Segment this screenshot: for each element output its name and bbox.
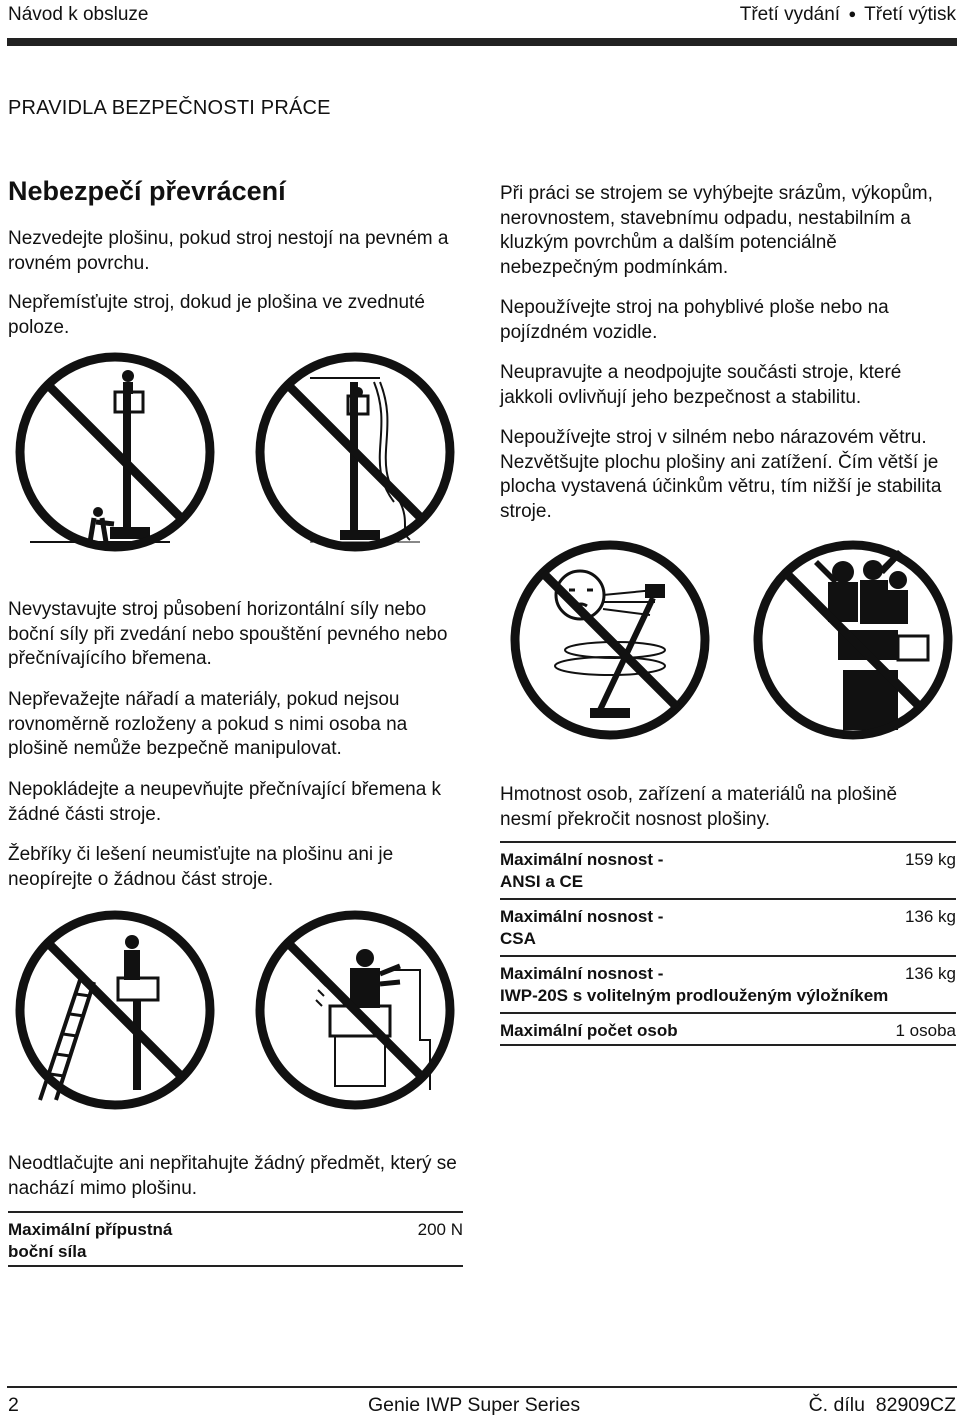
spec-label: Maximální nosnost - CSA [500, 907, 664, 948]
footer-part-number: Č. dílu 82909CZ [808, 1394, 956, 1416]
header-printing-label: Třetí výtisk [864, 4, 956, 25]
paragraph: Neupravujte a neodpojujte součásti stroje, které jakkoli ovlivňují jeho bezpečnost a stabilitu. [500, 362, 902, 408]
prohibition-sign-icon [10, 910, 220, 1110]
bullet-icon: ● [848, 6, 857, 21]
paragraph: Nepřemísťujte stroj, dokud je plošina ve zvednuté poloze. [8, 292, 425, 338]
header-edition-label: Třetí vydání [739, 4, 841, 25]
section-title: PRAVIDLA BEZPEČNOSTI PRÁCE [8, 97, 331, 119]
paragraph: Nepoužívejte stroj na pohyblivé ploše nebo na pojízdném vozidle. [500, 297, 889, 343]
prohibition-sign-icon [748, 540, 958, 740]
paragraph: Nezvedejte plošinu, pokud stroj nestojí na pevném a rovném povrchu. [8, 228, 449, 274]
header-rule [7, 38, 957, 46]
prohibition-sign-icon [250, 910, 460, 1110]
paragraph: Nevystavujte stroj působení horizontální síly nebo boční síly při zvedání nebo spouštění pevného nebo přečnívajícího břemena. [8, 599, 448, 669]
header-edition [740, 4, 956, 26]
paragraph: Nepřevažejte nářadí a materiály, pokud nejsou rovnoměrně rozloženy a pokud s nimi osoba na plošině nemůže bezpečně manipulovat. [8, 689, 408, 759]
paragraph: Nepoužívejte stroj v silném nebo nárazovém větru. Nezvětšujte plochu plošiny ani zatížení. Čím větší je plocha vystavená účinkům větru, tím nižší je stabilita stroje. [500, 427, 942, 522]
spec-label: Maximální nosnost - ANSI a CE [500, 850, 664, 891]
spec-row [500, 841, 956, 897]
spec-label: Maximální nosnost - IWP-20S s volitelným prodlouženým výložníkem [500, 964, 889, 1005]
spec-value: 1 osoba [895, 1021, 956, 1040]
paragraph: Žebříky či lešení neumisťujte na plošinu ani je neopírejte o žádnou část stroje. [8, 844, 394, 890]
paragraph: Nepokládejte a neupevňujte přečnívající břemena k žádné části stroje. [8, 779, 442, 825]
capacity-intro: Hmotnost osob, zařízení a materiálů na plošině nesmí překročit nosnost plošiny. [500, 784, 898, 830]
spec-value: 136 kg [904, 964, 956, 983]
spec-value: 159 kg [904, 850, 956, 869]
page-number: 2 [8, 1394, 19, 1416]
spec-value: 200 N [417, 1220, 463, 1239]
header-doc-title: Návod k obsluze [8, 4, 149, 25]
spec-row [500, 1012, 956, 1046]
spec-value: 136 kg [904, 907, 956, 926]
paragraph: Při práci se strojem se vyhýbejte srázům, výkopům, nerovnostem, stavebnímu odpadu, nestabilním a kluzkým povrchům a dalším potenciálně nebezpečným podmínkám. [500, 183, 933, 278]
spec-row [500, 955, 956, 1011]
prohibition-sign-icon [505, 540, 715, 740]
prohibition-sign-icon [10, 352, 220, 552]
footer-product: Genie IWP Super Series [368, 1394, 581, 1416]
spec-label: Maximální počet osob [500, 1021, 678, 1040]
prohibition-sign-icon [250, 352, 460, 552]
page-title: Nebezpečí převrácení [8, 176, 286, 206]
spec-row [8, 1211, 463, 1267]
spec-label: Maximální přípustná boční síla [8, 1220, 173, 1261]
paragraph: Neodtlačujte ani nepřitahujte žádný předmět, který se nachází mimo plošinu. [8, 1153, 457, 1199]
footer-rule [7, 1386, 957, 1388]
spec-row [500, 898, 956, 954]
